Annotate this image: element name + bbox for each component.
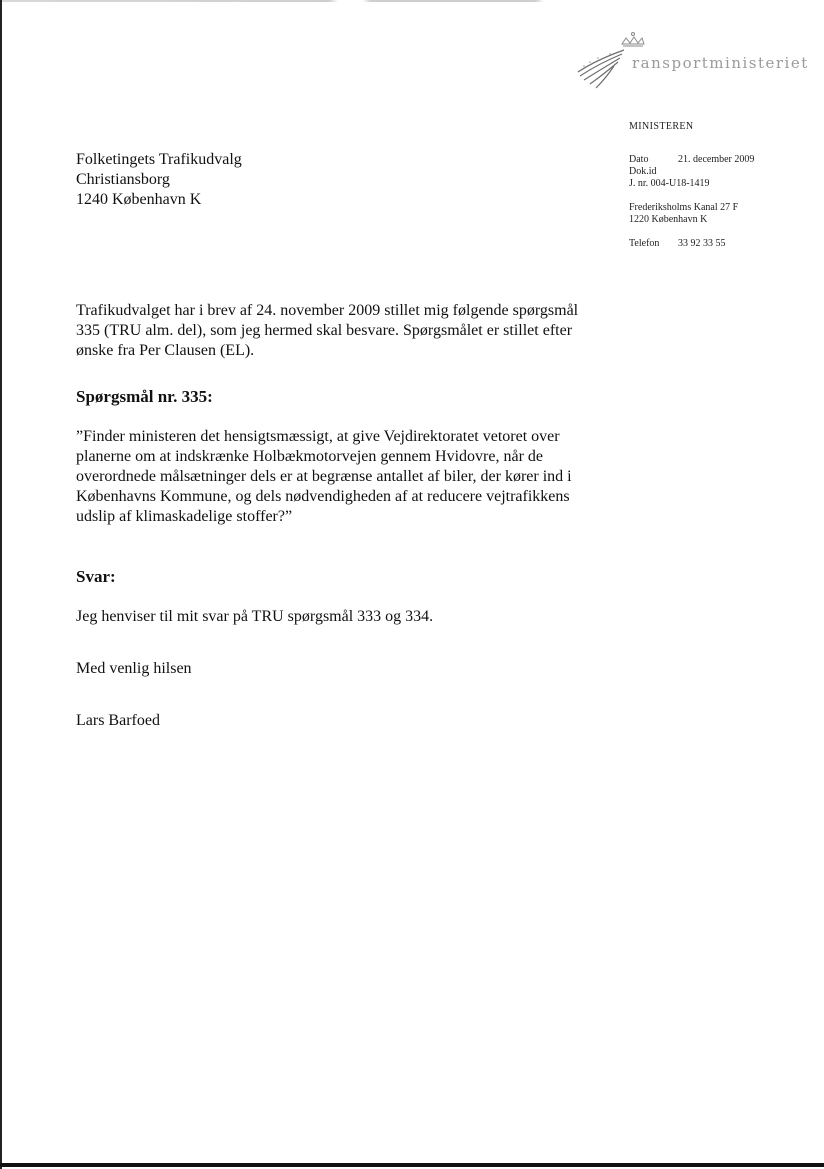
recipient-line2: Christiansborg [76,171,170,188]
dokid-label: Dok.id [629,166,657,177]
date-row [629,154,809,166]
phone-label: Telefon [629,238,660,249]
phone-row [629,238,809,250]
scan-left-border [0,0,2,1169]
sender-title: MINISTEREN [629,121,694,132]
closing-line: Med venlig hilsen [76,660,192,677]
sender-info [629,121,809,250]
answer-paragraph: Jeg henviser til mit svar på TRU spørgsmål 333 og 334. [76,608,434,625]
recipient-address [76,150,242,210]
phone-value: 33 92 33 55 [678,238,726,249]
sender-address-line1: Frederiksholms Kanal 27 F [629,202,739,213]
signature-name: Lars Barfoed [76,712,160,729]
recipient-line1: Folketingets Trafikudvalg [76,151,242,168]
ministry-logo [576,30,809,94]
recipient-line3: 1240 København K [76,191,202,208]
ministry-logo-text: ransportministeriet [632,54,809,72]
question-heading: Spørgsmål nr. 335: [76,387,213,406]
sender-address-line2: 1220 København K [629,214,708,225]
answer-heading: Svar: [76,567,116,586]
letter-body [76,301,606,731]
date-label: Dato [629,154,649,165]
question-paragraph: ”Finder ministeren det hensigtsmæssigt, at give Vejdirektoratet vetoret over planerne om at indskrænke Holbækmotorvejen gennem Hvidovre, når de overordnede målsætninger dels er at begrænse antallet af biler, der kører ind i Københavns Kommune, og dels nødvendigheden af at reducere vejtrafikkens udslip af klimaskadelige stoffer?” [76,428,572,525]
scan-bottom-border [0,1163,824,1167]
date-value: 21. december 2009 [678,154,755,165]
journal-number: J. nr. 004-U18-1419 [629,178,710,189]
intro-paragraph: Trafikudvalget har i brev af 24. november 2009 stillet mig følgende spørgsmål 335 (TRU alm. del), som jeg hermed skal besvare. Spørgsmålet er stillet efter ønske fra Per Clausen (EL). [76,302,579,359]
scan-top-border [0,0,824,2]
